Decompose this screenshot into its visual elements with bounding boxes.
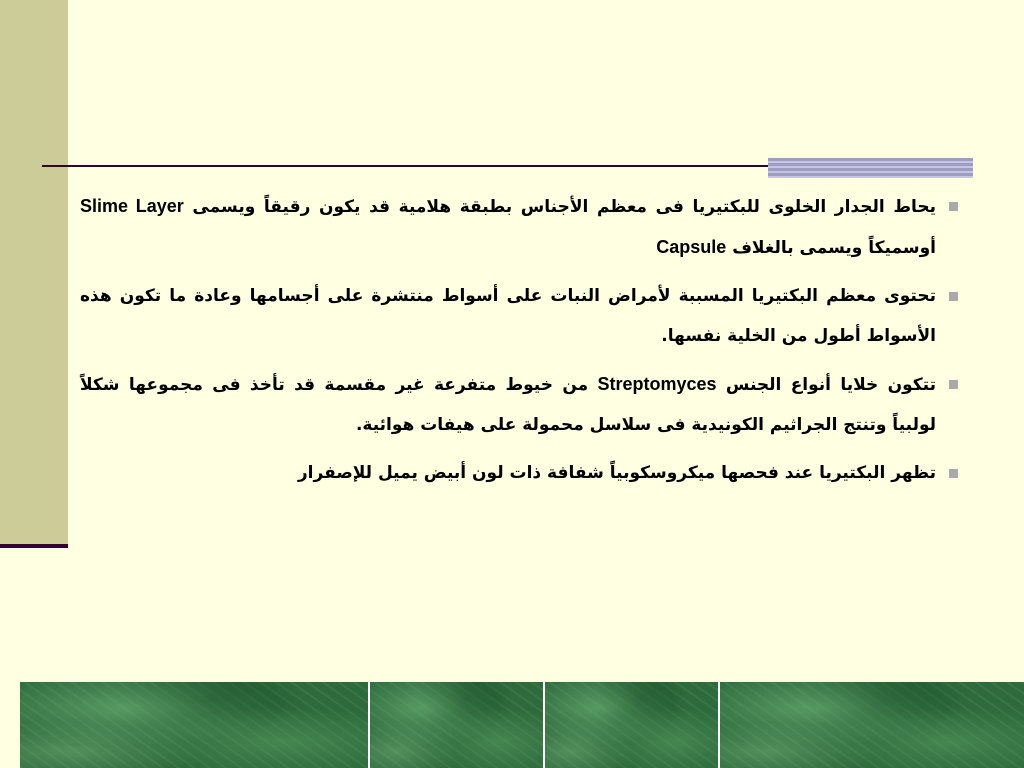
left-decorative-bar [0, 0, 68, 548]
term-streptomyces: Streptomyces [597, 374, 717, 394]
square-bullet-icon [949, 469, 958, 478]
bullet-item-4 [80, 453, 958, 493]
bullet-1-text-b: أوسميكاً ويسمى بالغلاف [732, 238, 936, 258]
accent-stripe-block [768, 158, 973, 178]
term-slime-layer: Slime Layer [80, 196, 184, 216]
bullet-2-text: تحتوى معظم البكتيريا المسببة لأمراض النبات على أسواط منتشرة على أجسامها وعادة ما تكون هذه الأسواط أطول من الخلية نفسها. [80, 286, 936, 346]
term-capsule: Capsule [656, 237, 727, 257]
bullet-1-text-a: يحاط الجدار الخلوى للبكتيريا فى معظم الأجناس بطبقة هلامية قد يكون رقيقاً ويسمى [192, 197, 937, 217]
footer-marble-band [20, 682, 1024, 768]
footer-tile-2 [370, 682, 545, 768]
bullet-4-text: تظهر البكتيريا عند فحصها ميكروسكوبياً شفافة ذات لون أبيض يميل للإصفرار [297, 463, 936, 483]
square-bullet-icon [949, 292, 958, 301]
bullet-item-1 [80, 186, 958, 268]
bullet-3-text-a: تتكون خلايا أنواع الجنس [725, 375, 936, 395]
footer-tile-1 [20, 682, 370, 768]
footer-tile-3 [545, 682, 720, 768]
square-bullet-icon [949, 202, 958, 211]
bullet-3-text-b: من خيوط متفرعة غير مقسمة قد تأخذ فى مجموعها شكلاً لولبياً وتنتج الجراثيم الكونيدية فى سلاسل محمولة على هيفات هوائية. [80, 375, 936, 435]
left-bar-underline [0, 544, 68, 548]
bullet-item-3 [80, 364, 958, 445]
square-bullet-icon [949, 380, 958, 389]
footer-tile-4 [720, 682, 1024, 768]
bullet-list [80, 186, 958, 501]
bullet-item-2 [80, 276, 958, 356]
